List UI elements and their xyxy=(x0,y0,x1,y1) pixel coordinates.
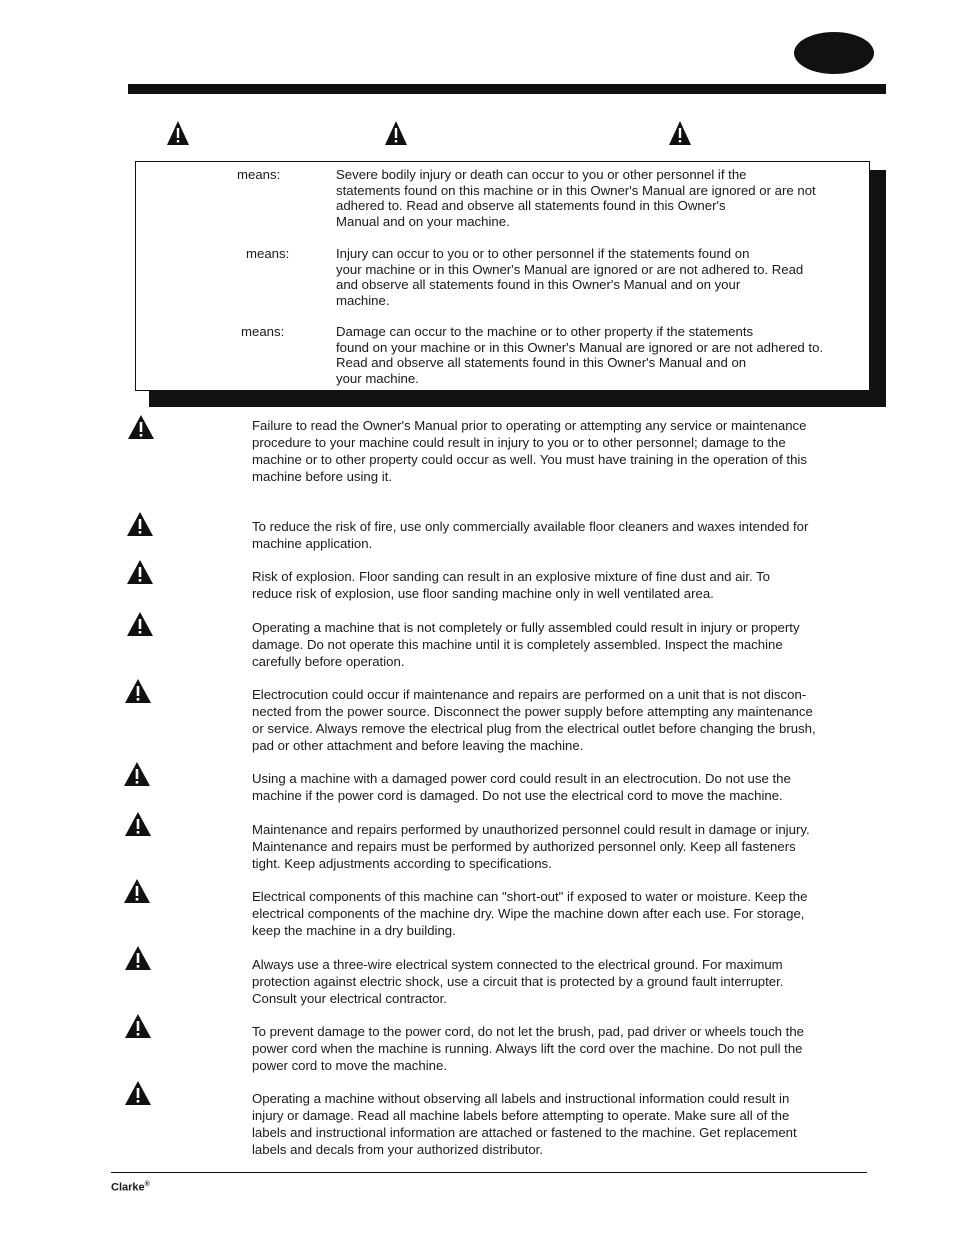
warning-triangle-icon xyxy=(124,1080,152,1106)
brand-text: Clarke xyxy=(111,1181,145,1194)
warning-triangle-icon xyxy=(124,945,152,971)
warning-paragraph: Risk of explosion. Floor sanding can result in an explosive mixture of fine dust and air. To reduce risk of explosion, use floor sanding machine only in well ventilated area. xyxy=(252,569,771,601)
definition-means-label: means: xyxy=(241,324,285,339)
definition-text: Injury can occur to you or to other personnel if the statements found on your machine or in this Owner's Manual are ignored or are not adhered to. Read and observe all statements found in this Owner's Manual and on your machine. xyxy=(336,246,804,308)
warning-triangle-icon xyxy=(124,1013,152,1039)
warning-paragraph: Always use a three-wire electrical system connected to the electrical ground. For maximum protection against electric shock, use a circuit that is protected by a ground fault interrupter. Consult your electrical contractor. xyxy=(252,957,784,1006)
definition-text: Damage can occur to the machine or to other property if the statements found on your machine or in this Owner's Manual are ignored or are not adhered to. Read and observe all statements found in this Owner's Manual and on your machine. xyxy=(336,324,824,386)
header-rule xyxy=(128,84,886,94)
warning-paragraph: Failure to read the Owner's Manual prior to operating or attempting any service or maintenance procedure to your machine could result in injury to you or to other personnel; damage to the machine or to other property could occur as well. You must have training in the operation of this machine before using it. xyxy=(252,418,807,484)
warning-triangle-icon xyxy=(124,678,152,704)
warning-triangle-icon xyxy=(124,811,152,837)
warning-triangle-icon xyxy=(127,414,155,440)
registered-mark: ® xyxy=(144,1181,150,1188)
definition-means-label: means: xyxy=(246,246,290,261)
warning-paragraph: Maintenance and repairs performed by unauthorized personnel could result in damage or injury. Maintenance and repairs must be performed by authorized personnel only. Keep all fasteners tight. Keep adjustments according to specifications. xyxy=(252,822,810,871)
definition-means-label: means: xyxy=(237,167,281,182)
warning-triangle-icon xyxy=(668,120,692,146)
warning-triangle-icon xyxy=(123,761,151,787)
warning-paragraph: To reduce the risk of fire, use only commercially available floor cleaners and waxes intended for machine application. xyxy=(252,519,809,551)
warning-paragraph: Operating a machine that is not completely or fully assembled could result in injury or property damage. Do not operate this machine until it is completely assembled. Inspect the machine carefully before operation. xyxy=(252,620,800,669)
warning-paragraph: To prevent damage to the power cord, do not let the brush, pad, pad driver or wheels touch the power cord when the machine is running. Always lift the cord over the machine. Do not pull the power cord to move the machine. xyxy=(252,1024,805,1073)
footer-rule xyxy=(111,1172,867,1173)
warning-triangle-icon xyxy=(126,559,154,585)
warning-paragraph: Using a machine with a damaged power cord could result in an electrocution. Do not use the machine if the power cord is damaged. Do not use the electrical cord to move the machine. xyxy=(252,771,791,803)
warning-paragraph: Operating a machine without observing all labels and instructional information could result in injury or damage. Read all machine labels before attempting to operate. Make sure all of the labels and instructional information are attached or fastened to the machine. Get replacement labels and decals from your authorized distributor. xyxy=(252,1091,797,1157)
brand-name xyxy=(111,1181,150,1194)
definition-text: Severe bodily injury or death can occur to you or other personnel if the statements found on this machine or in this Owner's Manual are ignored or are not adhered to. Read and observe all statements found in this Owner's Manual and on your machine. xyxy=(336,167,816,229)
warning-triangle-icon xyxy=(123,878,151,904)
page-number-oval xyxy=(794,32,874,74)
warning-triangle-icon xyxy=(126,611,154,637)
warning-triangle-icon xyxy=(126,511,154,537)
warning-paragraph: Electrical components of this machine can "short-out" if exposed to water or moisture. Keep the electrical components of the machine dry. Wipe the machine down after each use. For storage, keep the machine in a dry building. xyxy=(252,889,808,938)
warning-triangle-icon xyxy=(384,120,408,146)
warning-triangle-icon xyxy=(166,120,190,146)
warning-paragraph: Electrocution could occur if maintenance and repairs are performed on a unit that is not discon- nected from the power source. Disconnect the power supply before attempting any maintenance or service. Always remove the electrical plug from the electrical outlet before changing the brush, pad or other attachment and before leaving the machine. xyxy=(252,687,816,753)
